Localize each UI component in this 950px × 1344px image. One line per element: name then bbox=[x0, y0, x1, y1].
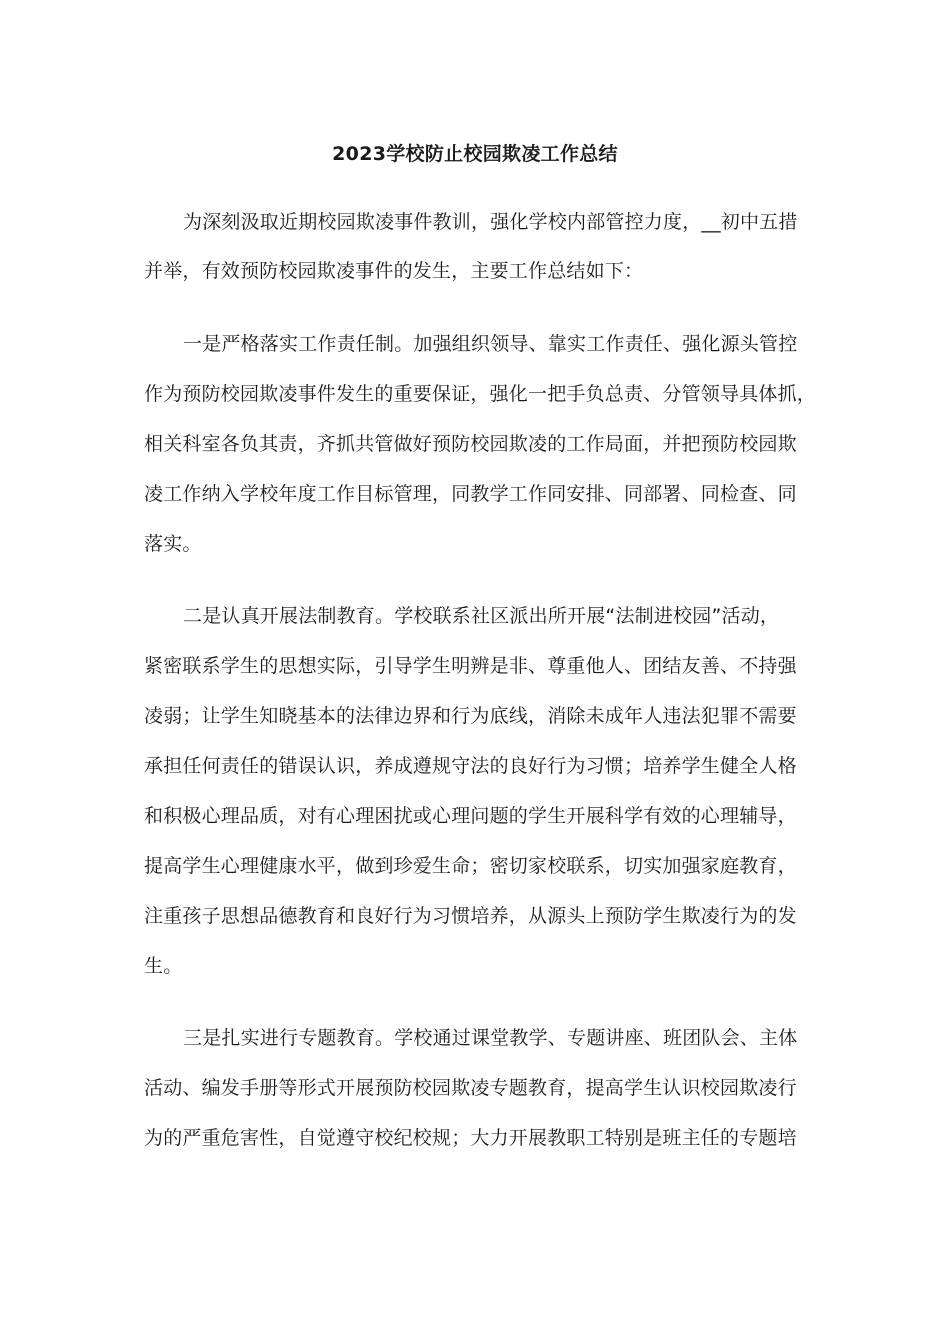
paragraph-line: 相关科室各负其责，齐抓共管做好预防校园欺凌的工作局面，并把预防校园欺 bbox=[144, 433, 797, 455]
paragraph-line: 并举，有效预防校园欺凌事件的发生，主要工作总结如下： bbox=[144, 260, 644, 282]
paragraph-line: 凌工作纳入学校年度工作目标管理，同教学工作同安排、同部署、同检查、同 bbox=[144, 483, 797, 505]
paragraph-line: 二是认真开展法制教育。学校联系社区派出所开展“法制进校园”活动， bbox=[183, 605, 780, 627]
paragraph-line: 生。 bbox=[144, 955, 183, 977]
paragraph-line: 注重孩子思想品德教育和良好行为习惯培养，从源头上预防学生欺凌行为的发 bbox=[144, 905, 797, 927]
paragraph-line: 紧密联系学生的思想实际，引导学生明辨是非、尊重他人、团结友善、不持强 bbox=[144, 655, 797, 677]
paragraph-line: 三是扎实进行专题教育。学校通过课堂教学、专题讲座、班团队会、主体 bbox=[183, 1027, 798, 1049]
paragraph-line: 作为预防校园欺凌事件发生的重要保证，强化一把手负总责、分管领导具体抓， bbox=[144, 383, 817, 405]
paragraph-line: 凌弱；让学生知晓基本的法律边界和行为底线，消除未成年人违法犯罪不需要 bbox=[144, 705, 797, 727]
paragraph-line: 为的严重危害性，自觉遵守校纪校规；大力开展教职工特别是班主任的专题培 bbox=[144, 1127, 797, 1149]
paragraph-line: 和积极心理品质，对有心理困扰或心理问题的学生开展科学有效的心理辅导， bbox=[144, 805, 797, 827]
document-title: 2023学校防止校园欺凌工作总结 bbox=[332, 143, 618, 165]
paragraph-line: 承担任何责任的错误认识，养成遵规守法的良好行为习惯；培养学生健全人格 bbox=[144, 755, 797, 777]
paragraph-line: 提高学生心理健康水平，做到珍爱生命；密切家校联系，切实加强家庭教育， bbox=[144, 855, 797, 877]
paragraph-line: 落实。 bbox=[144, 533, 202, 555]
paragraph-line: 一是严格落实工作责任制。加强组织领导、靠实工作责任、强化源头管控 bbox=[183, 333, 798, 355]
paragraph-line: 活动、编发手册等形式开展预防校园欺凌专题教育，提高学生认识校园欺凌行 bbox=[144, 1077, 797, 1099]
paragraph-line: 为深刻汲取近期校园欺凌事件教训，强化学校内部管控力度，__初中五措 bbox=[183, 211, 798, 233]
